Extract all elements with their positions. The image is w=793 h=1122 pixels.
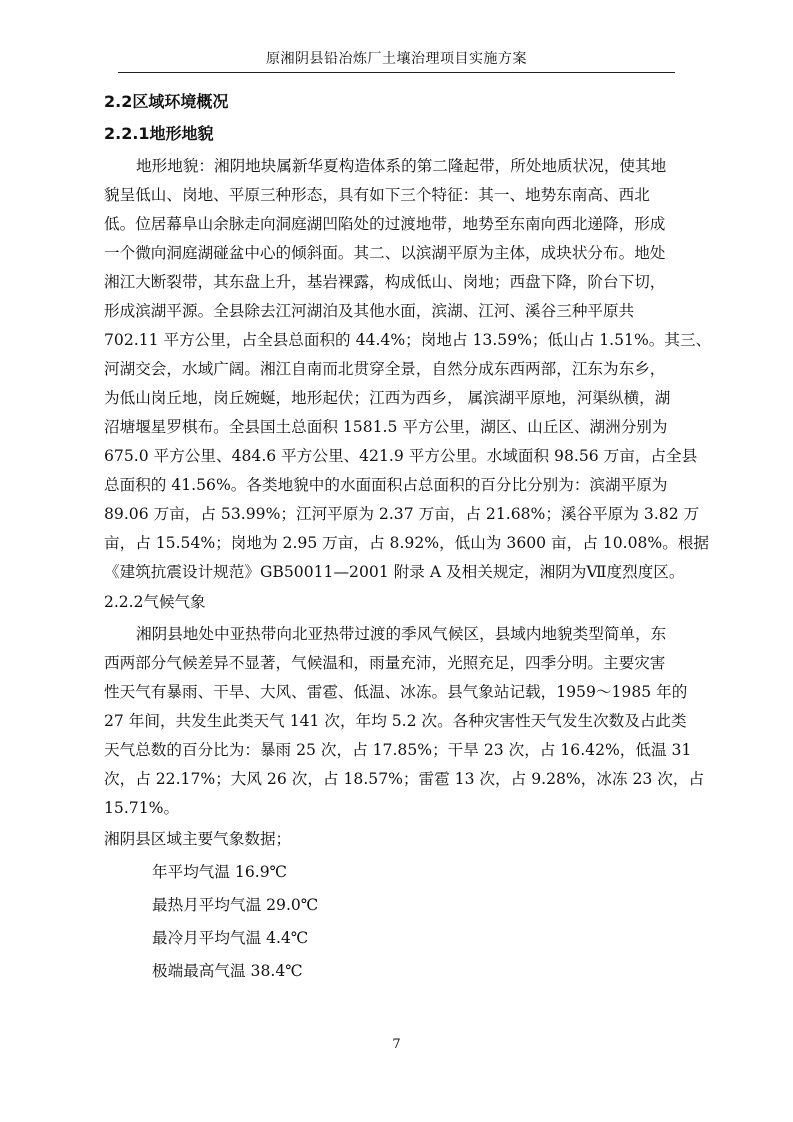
text-line: 西两部分气候差异不显著，气候温和，雨量充沛，光照充足，四季分明。主要灾害 [104,654,666,672]
climate-data-item: 最冷月平均气温 4.4℃ [152,929,309,947]
text-line: 15.71%。 [104,799,180,817]
text-line: 675.0 平方公里、484.6 平方公里、421.9 平方公里。水域面积 98.56 万亩，占全县 [104,447,698,465]
section-heading: 2.2区域环境概况 [104,92,229,111]
text-line: 地形地貌：湘阴地块属新华夏构造体系的第二隆起带，所处地质状况，使其地 [136,157,667,175]
text-line: 天气总数的百分比为：暴雨 25 次，占 17.85%；干旱 23 次，占 16.42%，低温 31 [104,741,692,759]
climate-data-item: 最热月平均气温 29.0℃ [152,896,319,914]
text-line: 性天气有暴雨、干旱、大风、雷雹、低温、冰冻。县气象站记载，1959～1985 年的 [104,683,688,701]
climate-data-item: 年平均气温 16.9℃ [152,863,288,881]
header-divider [118,72,675,73]
text-line: 貌呈低山、岗地、平原三种形态，具有如下三个特征：其一、地势东南高、西北 [104,186,650,204]
text-line: 湘江大断裂带，其东盘上升，基岩裸露，构成低山、岗地；西盘下降，阶台下切， [104,273,666,291]
text-line: 27 年间，共发生此类天气 141 次，年均 5.2 次。各种灾害性天气发生次数及占此类 [104,712,687,730]
text-line: 702.11 平方公里，占全县总面积的 44.4%；岗地占 13.59%；低山占 1.51%。其三、 [104,331,712,349]
text-line: 为低山岗丘地，岗丘婉蜒，地形起伏；江西为西乡， 属滨湖平原地，河渠纵横，湖 [104,389,671,407]
text-line: 89.06 万亩，占 53.99%；江河平原为 2.37 万亩，占 21.68%；溪谷平原为 3.82 万 [104,505,700,523]
page-number: 7 [392,1037,401,1052]
text-line: 湘阴县地处中亚热带向北亚热带过渡的季风气候区，县域内地貌类型简单，东 [136,625,667,643]
subsection-heading-climate: 2.2.2气候气象 [104,593,206,611]
text-line: 形成滨湖平源。全县除去江河湖泊及其他水面，滨湖、江河、溪谷三种平原共 [104,302,635,320]
text-line: 沼塘堰星罗棋布。全县国土总面积 1581.5 平方公里，湖区、山丘区、湖洲分别为 [104,418,668,436]
climate-data-item: 极端最高气温 38.4℃ [152,962,303,980]
text-line: 一个微向洞庭湖碰盆中心的倾斜面。其二、以滨湖平原为主体，成块状分布。地处 [104,244,666,262]
text-line: 低。位居幕阜山余脉走向洞庭湖凹陷处的过渡地带，地势至东南向西北递降，形成 [104,215,666,233]
text-line: 《建筑抗震设计规范》GB50011—2001 附录 A 及相关规定，湘阴为Ⅶ度烈度区。 [104,563,685,581]
climate-data-intro: 湘阴县区域主要气象数据； [104,830,292,848]
document-title: 原湘阴县铅冶炼厂土壤治理项目实施方案 [266,51,527,67]
text-line: 亩，占 15.54%；岗地为 2.95 万亩，占 8.92%，低山为 3600 亩，占 10.08%。根据 [104,534,710,552]
subsection-heading-terrain: 2.2.1地形地貌 [104,124,214,143]
text-line: 总面积的 41.56%。各类地貌中的水面面积占总面积的百分比分别为：滨湖平原为 [104,476,668,494]
text-line: 河湖交会，水域广阔。湘江自南而北贯穿全景，自然分成东西两部，江东为东乡， [104,360,666,378]
text-line: 次，占 22.17%；大风 26 次，占 18.57%；雷雹 13 次，占 9.28%，冰冻 23 次，占 [104,770,705,788]
